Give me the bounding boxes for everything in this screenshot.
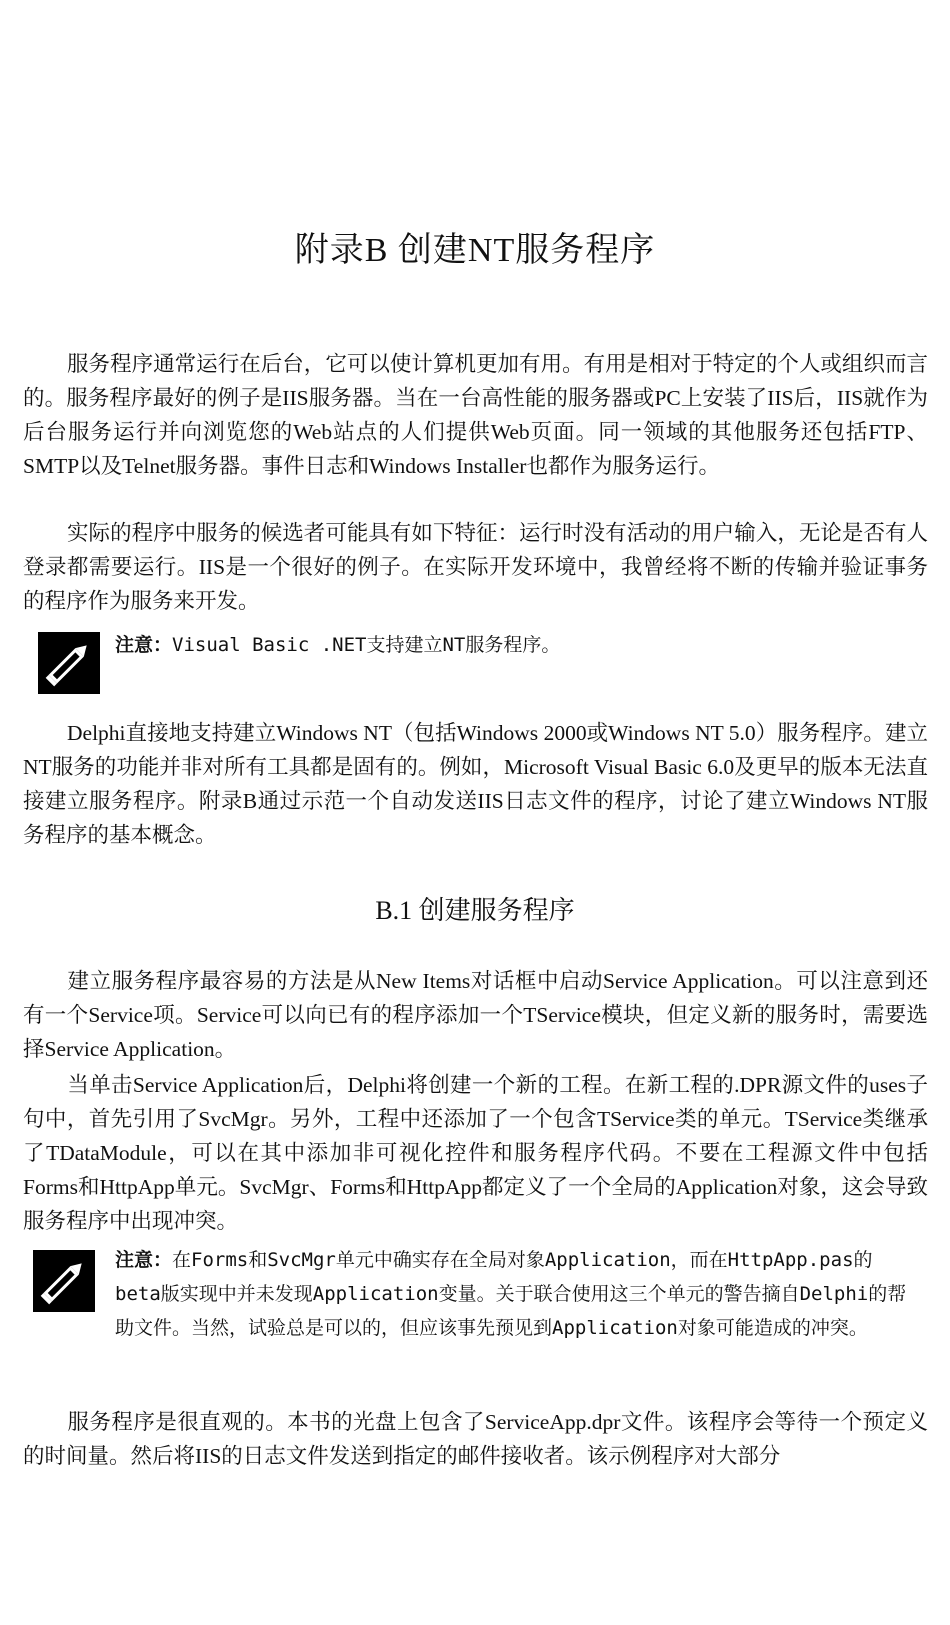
paragraph-5-text: 当单击Service Application后，Delphi将创建一个新的工程。在新工程的.DPR源文件的uses子句中，首先引用了SvcMgr。另外，工程中还添加了一个包含TService类的单元。TService类继承了TDataModule，可以在其中添加非可视化控件和服务程序代码。不要在工程源文件中包括Forms和HttpApp单元。SvcMgr、Forms和HttpApp都定义了一个全局的Application对象，这会导致服务程序中出现冲突。: [23, 1073, 928, 1233]
note-2-text: [115, 1243, 915, 1345]
page-title: 附录B 创建NT服务程序: [294, 232, 656, 269]
paragraph-6: [23, 1405, 928, 1473]
paragraph-6-text: 服务程序是很直观的。本书的光盘上包含了ServiceApp.dpr文件。该程序会等待一个预定义的时间量。然后将IIS的日志文件发送到指定的邮件接收者。该示例程序对大部分: [23, 1410, 928, 1468]
note-2-body: 在Forms和SvcMgr单元中确实存在全局对象Application，而在HttpApp.pas的beta版实现中并未发现Application变量。关于联合使用这三个单元的警告摘自Delphi的帮助文件。当然，试验总是可以的，但应该事先预见到Application对象可能造成的冲突。: [115, 1249, 907, 1339]
paragraph-1: [23, 347, 928, 483]
note-1-text: [115, 628, 915, 662]
note-1-body: Visual Basic .NET支持建立NT服务程序。: [172, 634, 561, 656]
paragraph-3-text: Delphi直接地支持建立Windows NT（包括Windows 2000或Windows NT 5.0）服务程序。建立NT服务的功能并非对所有工具都是固有的。例如，Microsoft Visual Basic 6.0及更早的版本无法直接建立服务程序。附录B通过示范一个自动发送IIS日志文件的程序，讨论了建立Windows NT服务程序的基本概念。: [23, 721, 928, 847]
paragraph-1-text: 服务程序通常运行在后台，它可以使计算机更加有用。有用是相对于特定的个人或组织而言的。服务程序最好的例子是IIS服务器。当在一台高性能的服务器或PC上安装了IIS后，IIS就作为后台服务运行并向浏览您的Web站点的人们提供Web页面。同一领域的其他服务还包括FTP、SMTP以及Telnet服务器。事件日志和Windows Installer也都作为服务运行。: [23, 352, 928, 478]
paragraph-2-text: 实际的程序中服务的候选者可能具有如下特征：运行时没有活动的用户输入，无论是否有人登录都需要运行。IIS是一个很好的例子。在实际开发环境中，我曾经将不断的传输并验证事务的程序作为服务来开发。: [23, 521, 928, 613]
paragraph-4-text: 建立服务程序最容易的方法是从New Items对话框中启动Service Application。可以注意到还有一个Service项。Service可以向已有的程序添加一个TService模块，但定义新的服务时，需要选择Service Application。: [23, 969, 928, 1061]
paragraph-3: [23, 716, 928, 852]
paragraph-5: [23, 1068, 928, 1238]
note-1-label: 注意：: [115, 634, 173, 656]
paragraph-2: [23, 516, 928, 618]
pencil-icon: [33, 1250, 95, 1312]
pencil-icon: [38, 632, 100, 694]
section-heading: B.1 创建服务程序: [375, 896, 575, 925]
paragraph-4: [23, 964, 928, 1066]
note-2-label: 注意：: [115, 1249, 173, 1271]
